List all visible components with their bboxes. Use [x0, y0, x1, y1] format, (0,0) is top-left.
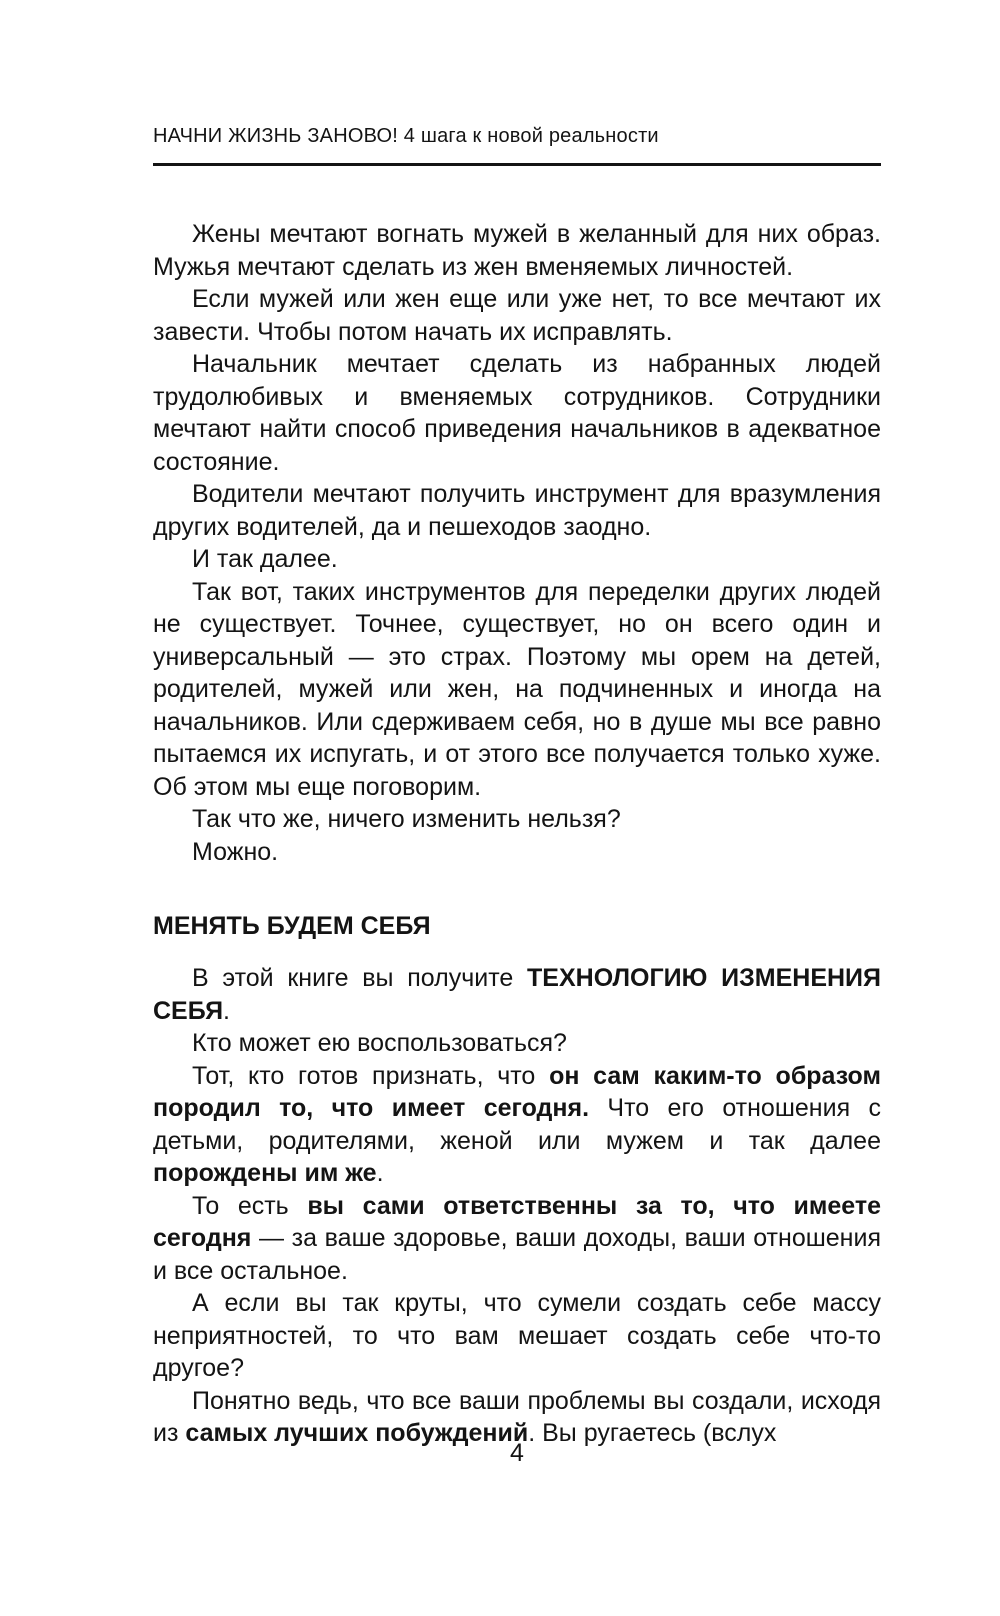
text-run: В этой книге вы получите	[192, 964, 528, 992]
paragraph: Кто может ею воспользоваться?	[192, 1029, 567, 1057]
paragraph: Начальник мечтает сделать из набранных людей трудолюбивых и вменяемых сотрудников. Сотрудники мечтают найти способ приведения начальников в адекватное состояние.	[153, 350, 881, 476]
bold-text-run: вы сами ответственны за то, что имеете сегодня	[153, 1191, 881, 1252]
text-run: .	[223, 996, 230, 1025]
text-run: — за ваше здоровье, ваши доходы, ваши отношения и все остальное.	[153, 1224, 881, 1285]
paragraph: Водители мечтают получить инструмент для вразумления других водителей, да и пешеходов заодно.	[153, 480, 881, 541]
paragraph: И так далее.	[192, 545, 338, 573]
text-run: Что его отношения с детьми, родителями, женой или мужем и так далее	[153, 1094, 881, 1155]
section-heading: МЕНЯТЬ БУДЕМ СЕБЯ	[153, 912, 431, 940]
running-header: НАЧНИ ЖИЗНЬ ЗАНОВО! 4 шага к новой реальности	[153, 125, 659, 147]
body-text-top	[153, 218, 881, 868]
text-run: .	[376, 1159, 384, 1187]
paragraph: Так что же, ничего изменить нельзя?	[192, 805, 621, 833]
bold-text-run: самых лучших побуждений	[185, 1419, 529, 1447]
text-run: Понятно ведь, что все ваши проблемы вы создали, исходя из	[153, 1386, 881, 1447]
bold-text-run: он сам каким-то образом породил то, что имеет сегодня.	[153, 1061, 881, 1122]
paragraph	[153, 1060, 881, 1190]
paragraph: Можно.	[192, 837, 279, 866]
paragraph	[153, 962, 881, 1027]
paragraph: Если мужей или жен еще или уже нет, то все мечтают их завести. Чтобы потом начать их исправлять.	[153, 285, 881, 346]
bold-text-run: порождены им же	[153, 1159, 377, 1187]
paragraph	[153, 1190, 881, 1288]
text-run: Тот, кто готов признать, что	[192, 1061, 550, 1090]
text-run: . Вы ругаетесь (вслух	[528, 1419, 777, 1447]
paragraph: Жены мечтают вогнать мужей в желанный для них образ. Мужья мечтают сделать из жен вменяемых личностей.	[153, 220, 881, 281]
paragraph: А если вы так круты, что сумели создать себе массу неприятностей, то что вам мешает создать себе что-то другое?	[153, 1289, 881, 1382]
header-rule	[153, 163, 881, 166]
page-number: 4	[510, 1439, 524, 1467]
body-text-bottom	[153, 962, 881, 1450]
text-run: То есть	[192, 1191, 308, 1220]
bold-text-run: ТЕХНОЛОГИЮ ИЗМЕНЕНИЯ СЕБЯ	[153, 964, 881, 1025]
paragraph: Так вот, таких инструментов для переделки других людей не существует. Точнее, существует, но он всего один и универсальный — это страх. Поэтому мы орем на детей, родителей, мужей или жен, на подчиненных и иногда на начальников. Или сдерживаем себя, но в душе мы все равно пытаемся их испугать, и от этого все получается только хуже. Об этом мы еще поговорим.	[153, 577, 881, 801]
